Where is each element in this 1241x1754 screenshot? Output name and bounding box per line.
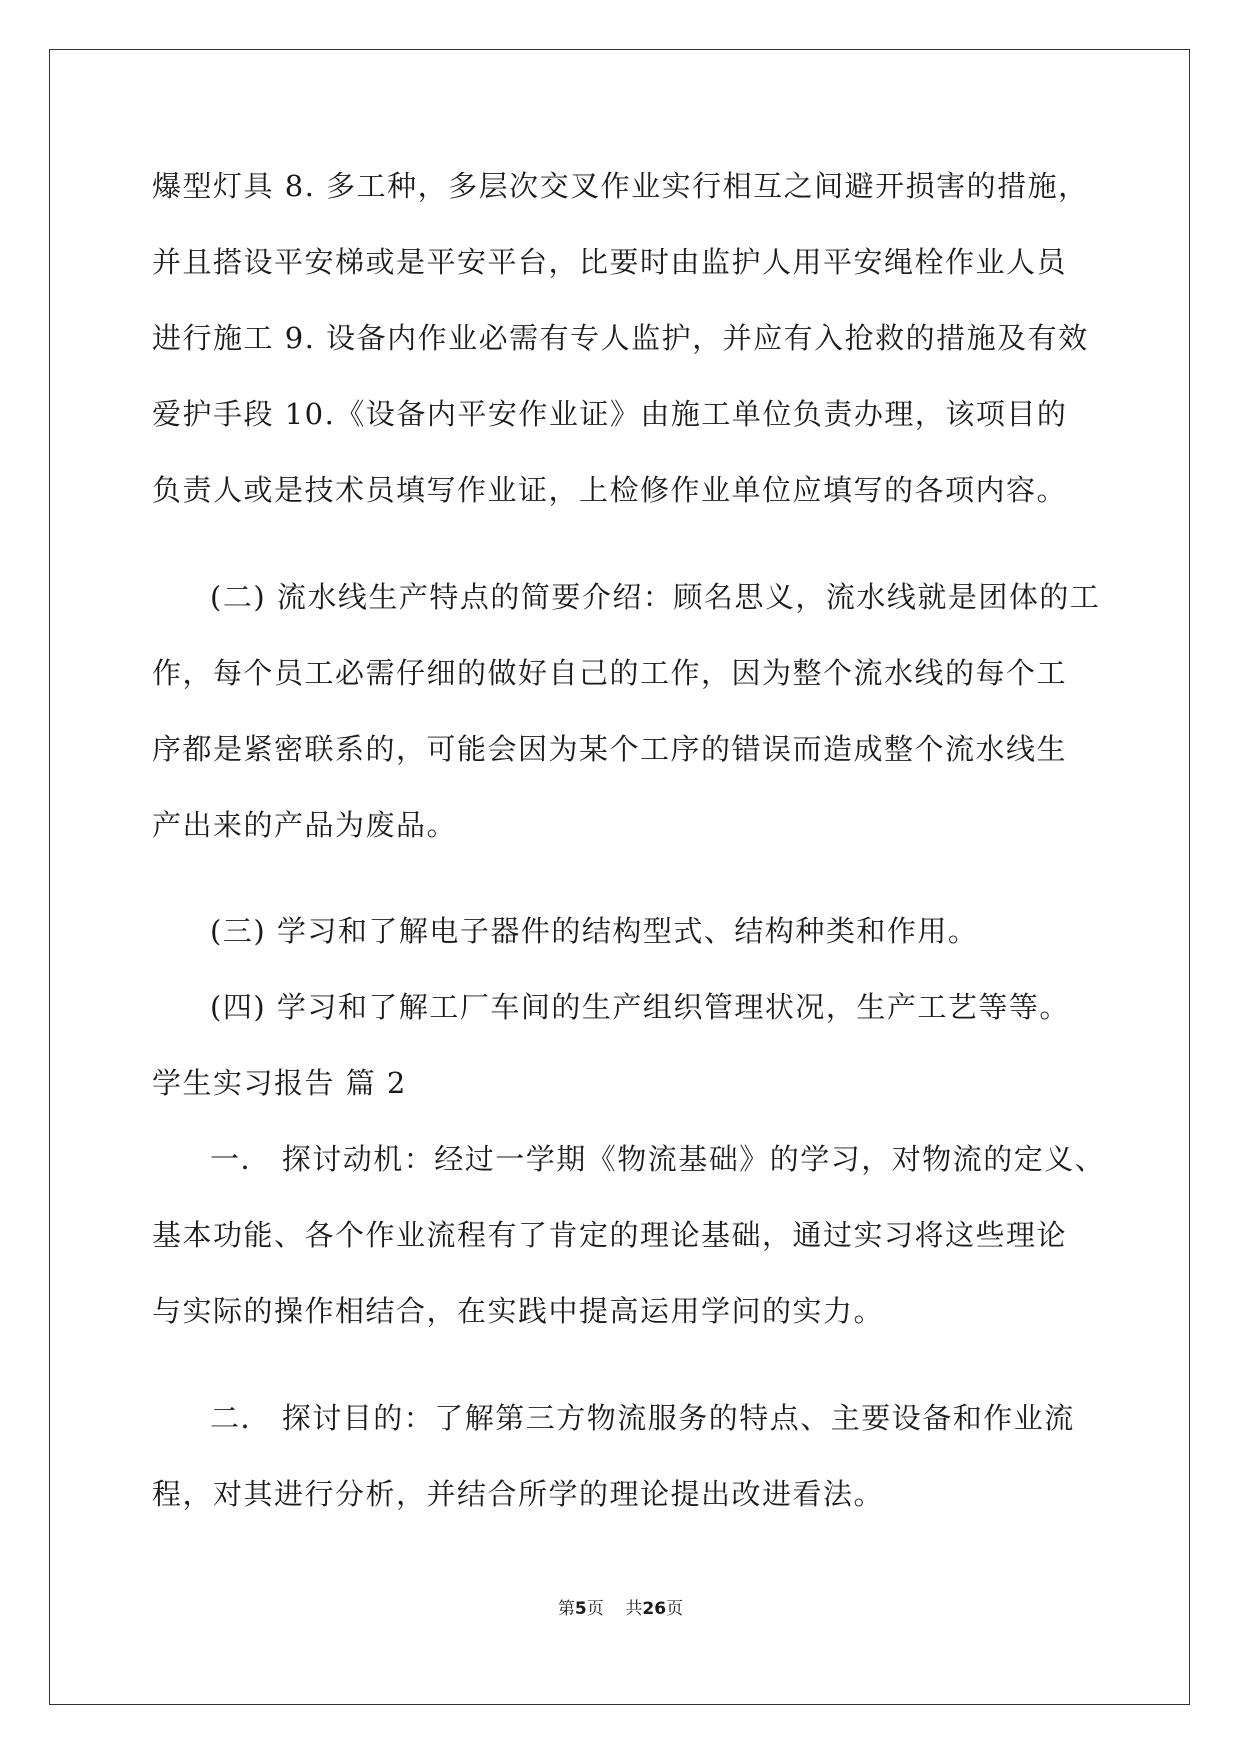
body-line-3: 进行施工 9. 设备内作业必需有专人监护，并应有入抢救的措施及有效 <box>152 321 1089 355</box>
footer-total-pages: 26 <box>642 1599 667 1619</box>
body-line-13: 一． 探讨动机：经过一学期《物流基础》的学习，对物流的定义、 <box>210 1142 1106 1176</box>
footer-prefix: 第 <box>557 1599 575 1619</box>
footer-suffix: 页 <box>666 1599 684 1619</box>
footer-middle: 页 共 <box>586 1599 643 1619</box>
body-line-5: 负责人或是技术员填写作业证，上检修作业单位应填写的各项内容。 <box>152 473 1068 507</box>
body-line-7: 作，每个员工必需仔细的做好自己的工作，因为整个流水线的每个工 <box>152 656 1068 690</box>
body-line-10: (三) 学习和了解电子器件的结构型式、结构种类和作用。 <box>210 914 979 948</box>
body-line-4: 爱护手段 10.《设备内平安作业证》由施工单位负责办理，该项目的 <box>152 397 1068 431</box>
body-line-9: 产出来的产品为废品。 <box>152 808 458 842</box>
page-border <box>49 49 1190 1705</box>
body-line-16: 二． 探讨目的：了解第三方物流服务的特点、主要设备和作业流 <box>210 1401 1075 1435</box>
footer-current-page: 5 <box>574 1599 587 1619</box>
body-line-6: (二) 流水线生产特点的简要介绍：顾名思义，流水线就是团体的工 <box>210 580 1101 614</box>
section-heading: 学生实习报告 篇 2 <box>152 1066 407 1100</box>
body-line-8: 序都是紧密联系的，可能会因为某个工序的错误而造成整个流水线生 <box>152 732 1068 766</box>
body-line-15: 与实际的操作相结合，在实践中提高运用学问的实力。 <box>152 1294 885 1328</box>
page-footer <box>0 1598 1241 1620</box>
body-line-17: 程，对其进行分析，并结合所学的理论提出改进看法。 <box>152 1477 885 1511</box>
body-line-1: 爆型灯具 8. 多工种，多层次交叉作业实行相互之间避开损害的措施， <box>152 169 1089 203</box>
body-line-2: 并且搭设平安梯或是平安平台，比要时由监护人用平安绳栓作业人员 <box>152 245 1068 279</box>
body-line-14: 基本功能、各个作业流程有了肯定的理论基础，通过实习将这些理论 <box>152 1218 1068 1252</box>
body-line-11: (四) 学习和了解工厂车间的生产组织管理状况，生产工艺等等。 <box>210 990 1070 1024</box>
